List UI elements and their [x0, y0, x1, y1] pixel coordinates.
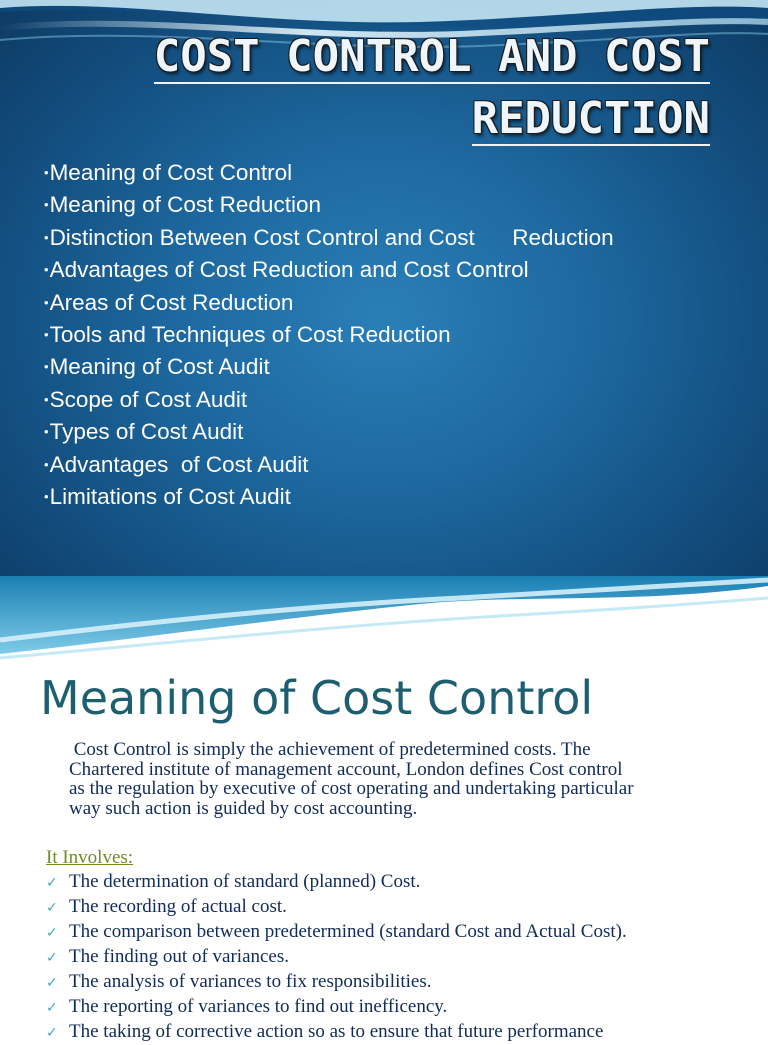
list-item — [46, 995, 627, 1020]
paragraph-line: Cost Control is simply the achievement of predetermined costs. The — [69, 739, 591, 760]
topic-item: • Limitations of Cost Audit — [44, 482, 614, 514]
involves-list — [46, 870, 627, 1045]
involves-heading: It Involves: — [46, 847, 134, 868]
list-item-text: The taking of corrective action so as to ensure that future performance — [69, 1021, 604, 1042]
list-item — [46, 1020, 627, 1045]
list-item-text: The analysis of variances to fix responsibilities. — [69, 971, 432, 992]
wave-strip-decoration — [0, 576, 768, 660]
topic-item: • Advantages of Cost Audit — [44, 450, 614, 482]
slide-title-line-2: REDUCTION — [471, 93, 710, 144]
slide-meaning-of-cost-control — [0, 660, 768, 1042]
paragraph-line: Chartered institute of management account, London defines Cost control — [69, 758, 623, 780]
checkmark-icon: ✓ — [46, 1000, 58, 1016]
list-item-text: The comparison between predetermined (standard Cost and Actual Cost). — [69, 921, 627, 942]
list-item — [46, 895, 627, 920]
paragraph-line: way such action is guided by cost accounting. — [69, 797, 418, 819]
list-item-text: The recording of actual cost. — [69, 896, 287, 917]
topic-item: • Tools and Techniques of Cost Reduction — [44, 320, 614, 352]
topics-list — [44, 158, 614, 514]
checkmark-icon: ✓ — [46, 875, 58, 891]
paragraph-line: as the regulation by executive of cost operating and undertaking particular — [69, 778, 634, 799]
slide-title: Meaning of Cost Control — [40, 671, 594, 725]
list-item-text: The finding out of variances. — [69, 946, 290, 967]
slide-title — [60, 26, 710, 150]
checkmark-icon: ✓ — [46, 1025, 58, 1041]
checkmark-icon: ✓ — [46, 900, 58, 916]
definition-paragraph — [69, 740, 729, 818]
list-item-text: The reporting of variances to find out inefficency. — [69, 996, 448, 1017]
topic-item: • Advantages of Cost Reduction and Cost Control — [44, 255, 614, 287]
list-item — [46, 870, 627, 895]
topic-item: • Distinction Between Cost Control and Cost Reduction — [44, 223, 614, 255]
topic-item: • Scope of Cost Audit — [44, 385, 614, 417]
list-item — [46, 945, 627, 970]
list-item — [46, 920, 627, 945]
list-item-text: The determination of standard (planned) Cost. — [69, 871, 421, 892]
checkmark-icon: ✓ — [46, 975, 58, 991]
checkmark-icon: ✓ — [46, 925, 58, 941]
topic-item: • Meaning of Cost Control — [44, 158, 614, 190]
topic-item: • Meaning of Cost Audit — [44, 352, 614, 384]
checkmark-icon: ✓ — [46, 950, 58, 966]
slide-title-line-1: COST CONTROL AND COST — [153, 31, 710, 82]
list-item — [46, 970, 627, 995]
topic-item: • Types of Cost Audit — [44, 417, 614, 449]
topic-item: • Areas of Cost Reduction — [44, 288, 614, 320]
topic-item: • Meaning of Cost Reduction — [44, 190, 614, 222]
